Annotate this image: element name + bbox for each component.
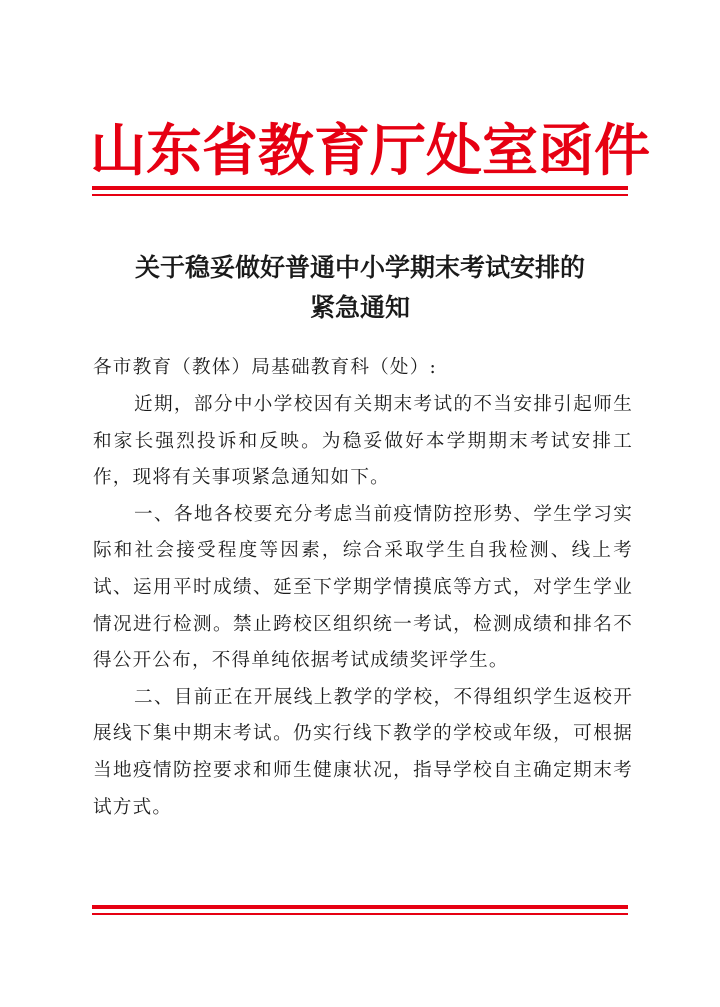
letterhead-rule-thick	[92, 186, 628, 190]
paragraph-item-2: 二、目前正在开展线上教学的学校，不得组织学生返校开展线下集中期末考试。仍实行线下教学的学校或年级，可根据当地疫情防控要求和师生健康状况，指导学校自主确定期末考试方式。	[93, 686, 633, 818]
salutation: 各市教育（教体）局基础教育科（处）:	[93, 357, 437, 378]
letterhead-title: 山东省教育厅处室函件	[90, 118, 650, 184]
footer-rule-thin	[92, 913, 628, 915]
document-body	[93, 387, 633, 826]
letterhead-rule-thin	[92, 194, 628, 196]
footer-rule-thick	[92, 905, 628, 909]
document-title-line-1: 关于稳妥做好普通中小学期末考试安排的	[134, 253, 585, 282]
paragraph-item-1: 一、各地各校要充分考虑当前疫情防控形势、学生学习实际和社会接受程度等因素，综合采取学生自我检测、线上考试、运用平时成绩、延至下学期学情摸底等方式，对学生学业情况进行检测。禁止跨校区组织统一考试，检测成绩和排名不得公开公布，不得单纯依据考试成绩奖评学生。	[93, 503, 633, 672]
document-title-line-2: 紧急通知	[309, 293, 410, 322]
paragraph-intro: 近期，部分中小学校因有关期末考试的不当安排引起师生和家长强烈投诉和反映。为稳妥做好本学期期末考试安排工作，现将有关事项紧急通知如下。	[93, 394, 633, 489]
